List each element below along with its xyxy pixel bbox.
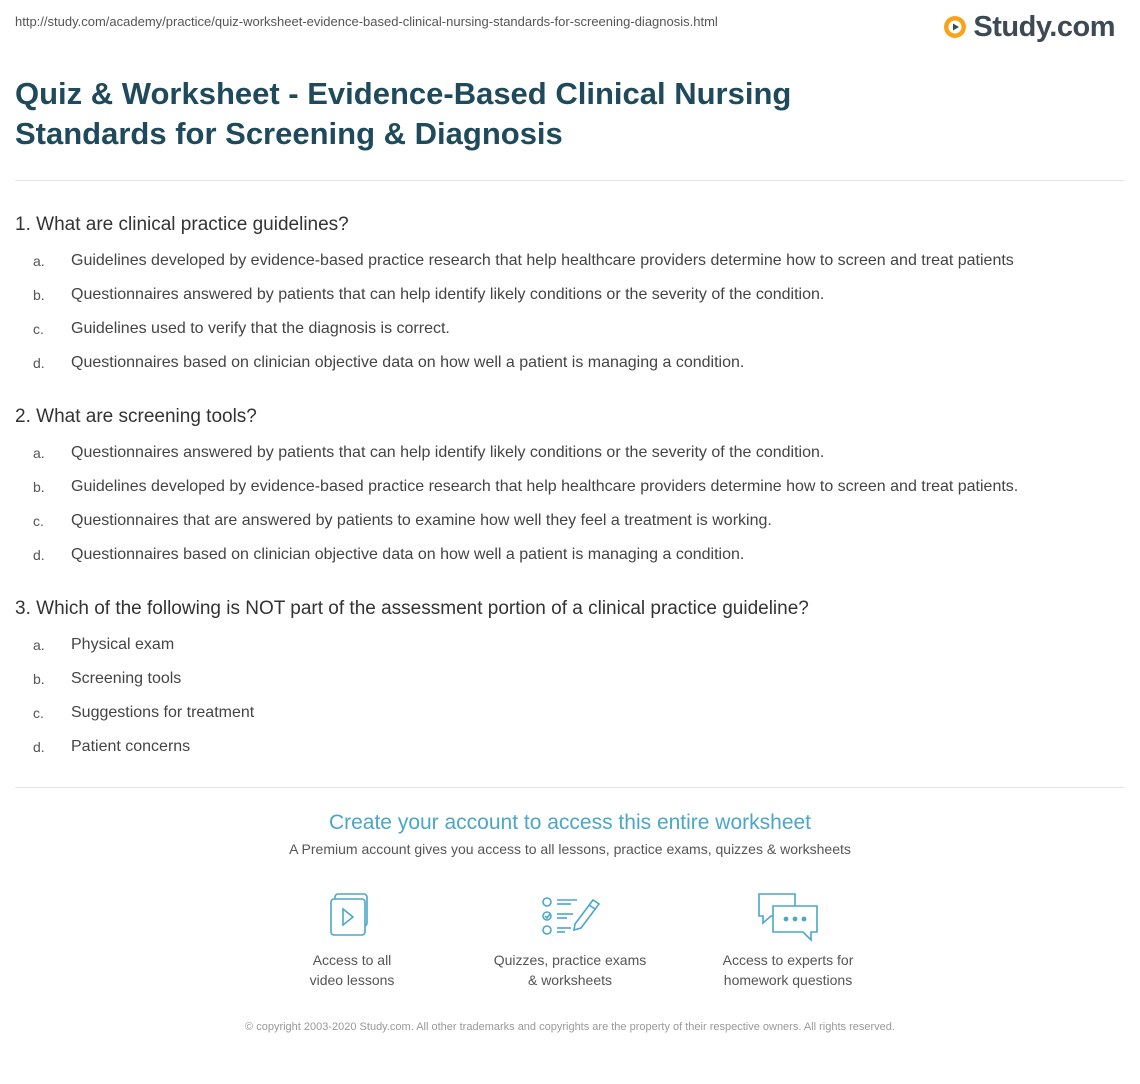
feature-label-line: homework questions <box>723 972 853 988</box>
answer-text: Screening tools <box>71 670 182 687</box>
answer-option <box>15 278 1125 312</box>
answer-option <box>15 538 1125 572</box>
answer-letter: b. <box>33 479 45 495</box>
question-1 <box>15 210 1125 380</box>
answer-text: Questionnaires based on clinician objective data on how well a patient is managing a condition. <box>71 354 745 371</box>
feature-label-line: & worksheets <box>527 972 613 988</box>
answer-text: Patient concerns <box>71 738 191 755</box>
answer-text: Physical exam <box>71 636 175 653</box>
answer-option <box>15 628 1125 662</box>
question-number: 1. <box>15 214 31 235</box>
answer-option <box>15 470 1125 504</box>
page-url: http://study.com/academy/practice/quiz-worksheet-evidence-based-clinical-nursing-standards-for-screening-diagnosis.html <box>15 14 718 29</box>
premium-features <box>243 890 897 990</box>
answer-text: Suggestions for treatment <box>71 704 255 721</box>
question-number: 3. <box>15 598 31 619</box>
feature-quizzes <box>461 890 679 990</box>
answer-option <box>15 244 1125 278</box>
study-logo[interactable] <box>943 10 1115 44</box>
answer-letter: c. <box>33 321 44 337</box>
question-2 <box>15 402 1125 572</box>
answer-letter: d. <box>33 547 45 563</box>
question-list <box>15 210 1125 786</box>
feature-experts <box>679 890 897 990</box>
signup-cta <box>0 808 1140 860</box>
cta-title-link[interactable]: Create your account to access this entire worksheet <box>328 811 812 834</box>
answer-text: Questionnaires based on clinician objective data on how well a patient is managing a condition. <box>71 546 745 563</box>
question-text: What are clinical practice guidelines? <box>36 214 349 235</box>
question-text: What are screening tools? <box>36 406 257 427</box>
answer-letter: c. <box>33 705 44 721</box>
chat-bubbles-icon <box>755 890 821 942</box>
cta-subtitle: A Premium account gives you access to all lessons, practice exams, quizzes & worksheets <box>289 841 851 857</box>
answer-option <box>15 504 1125 538</box>
feature-label-line: Access to experts for <box>722 952 854 968</box>
logo-text: Study.com <box>973 10 1115 43</box>
title-divider <box>15 180 1125 181</box>
page-header <box>15 10 1125 54</box>
copyright-notice: © copyright 2003-2020 Study.com. All other trademarks and copyrights are the property of their respective owners. All rights reserved. <box>245 1021 895 1033</box>
answer-option <box>15 662 1125 696</box>
answer-option <box>15 436 1125 470</box>
feature-label-line: Quizzes, practice exams <box>493 952 647 968</box>
answer-text: Guidelines developed by evidence-based practice research that help healthcare providers determine how to screen and treat patients. <box>71 478 1019 495</box>
play-circle-icon <box>943 15 967 39</box>
question-number: 2. <box>15 406 31 427</box>
answer-letter: a. <box>33 253 45 269</box>
answer-option <box>15 312 1125 346</box>
video-lessons-icon <box>319 890 385 942</box>
answer-option <box>15 730 1125 764</box>
answer-text: Questionnaires that are answered by patients to examine how well they feel a treatment is working. <box>71 512 772 529</box>
answer-letter: a. <box>33 637 45 653</box>
answer-letter: c. <box>33 513 44 529</box>
feature-label-line: Access to all <box>312 952 392 968</box>
answer-option <box>15 346 1125 380</box>
answer-text: Questionnaires answered by patients that can help identify likely conditions or the severity of the condition. <box>71 286 825 303</box>
quiz-checklist-icon <box>537 890 603 942</box>
answer-letter: a. <box>33 445 45 461</box>
feature-video-lessons <box>243 890 461 990</box>
answer-letter: d. <box>33 739 45 755</box>
page-title: Quiz & Worksheet - Evidence-Based Clinical Nursing Standards for Screening & Diagnosis <box>15 76 792 151</box>
answer-letter: b. <box>33 671 45 687</box>
answer-text: Guidelines developed by evidence-based practice research that help healthcare providers determine how to screen and treat patients <box>71 252 1014 269</box>
question-3 <box>15 594 1125 764</box>
answer-letter: d. <box>33 355 45 371</box>
cta-divider <box>15 787 1125 788</box>
feature-label-line: video lessons <box>309 972 395 988</box>
question-text: Which of the following is NOT part of the assessment portion of a clinical practice guideline? <box>36 598 809 619</box>
answer-letter: b. <box>33 287 45 303</box>
answer-text: Guidelines used to verify that the diagnosis is correct. <box>71 320 450 337</box>
answer-text: Questionnaires answered by patients that can help identify likely conditions or the severity of the condition. <box>71 444 825 461</box>
answer-option <box>15 696 1125 730</box>
